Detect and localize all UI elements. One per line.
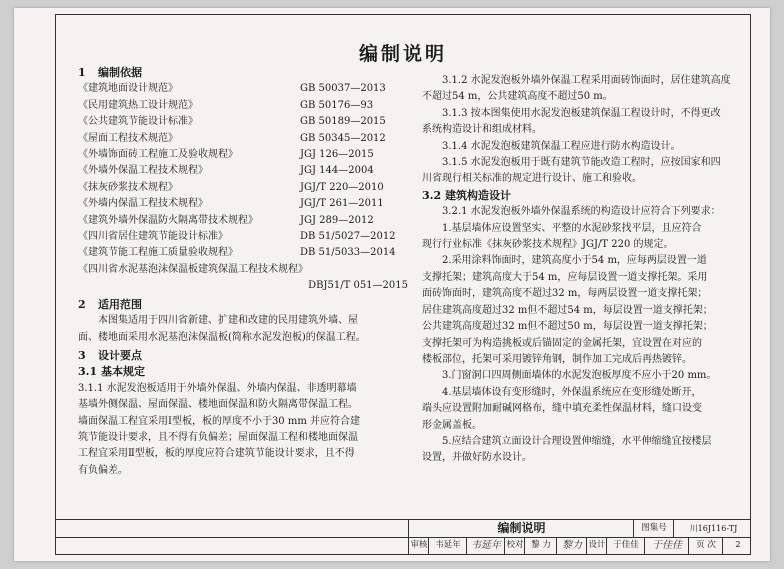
standard-name: 《建筑地面设计规范》	[78, 83, 178, 95]
clause-3-1-3	[422, 106, 738, 139]
document-title: 编制说明	[408, 520, 634, 537]
standard-row	[78, 213, 414, 229]
subsection-3-2-heading: 3.2 建筑构造设计	[422, 188, 511, 202]
standards-list	[78, 81, 414, 294]
standard-row	[78, 229, 414, 245]
review-label: 审核	[408, 537, 429, 554]
text-line: 支撑托架可为构造挑板或后锚固定的金属托架，宜设置在对应的	[422, 337, 702, 349]
standard-code: JGJ/T 220—2010	[300, 181, 384, 193]
standard-name: 《四川省居住建筑节能设计标准》	[78, 231, 228, 243]
text-line: 3.1.5 水泥发泡板用于既有建筑节能改造工程时，应按国家和四	[442, 157, 721, 169]
standard-name: 《建筑节能工程施工质量验收规程》	[78, 247, 238, 259]
page-label: 页 次	[688, 537, 723, 554]
standard-row	[78, 131, 414, 147]
page-title: 编制说明	[358, 43, 447, 65]
reviewer-signature: 韦延年	[466, 537, 505, 554]
page-number: 2	[722, 537, 753, 554]
standard-row	[78, 180, 414, 196]
standard-name: 《外墙饰面砖工程施工及验收规程》	[78, 149, 238, 161]
standard-row	[78, 81, 414, 97]
section-title: 适用范围	[98, 297, 142, 311]
text-line: 形金属盖板。	[422, 419, 482, 431]
text-line: 面砖饰面时，建筑高度不超过32 m，每两层设置一道支撑托架；	[422, 288, 708, 300]
text-line: 3.1.1 水泥发泡板适用于外墙外保温、外墙内保温、非透明幕墙	[78, 382, 357, 394]
text-line: 不超过54 m，公共建筑高度不超过50 m。	[422, 91, 613, 103]
atlas-number-label: 图集号	[633, 520, 674, 537]
standard-name: 《公共建筑节能设计标准》	[78, 116, 198, 128]
text-line: 本图集适用于四川省新建、扩建和改建的民用建筑外墙、屋	[98, 315, 358, 327]
clause-item-5	[422, 434, 738, 467]
clause-3-2-1	[422, 204, 738, 220]
standard-name: 《外墙外保温工程技术规程》	[78, 165, 208, 177]
scope-paragraph	[78, 313, 414, 346]
standard-code: DB 51/5033—2014	[300, 247, 396, 259]
title-block	[56, 519, 750, 554]
drawing-frame	[55, 14, 751, 555]
standard-name: 《外墙内保温工程技术规程》	[78, 198, 208, 210]
text-line: 基墙外侧保温、屋面保温、楼地面保温和防火隔离带保温工程。	[78, 399, 358, 411]
checker-signature: 黎力	[556, 537, 587, 554]
standard-code: GB 50037—2013	[300, 83, 386, 95]
text-line: 3.1.2 水泥发泡板外墙外保温工程采用面砖饰面时，居住建筑高度	[442, 75, 731, 86]
standard-name: 《屋面工程技术规范》	[78, 132, 178, 144]
standard-code: JGJ 289—2012	[300, 214, 374, 226]
clause-item-1	[422, 221, 738, 254]
standard-row	[78, 163, 414, 179]
standard-name: 《四川省水泥基泡沫保温板建筑保温工程技术规程》	[78, 263, 308, 275]
text-line: 现行行业标准《抹灰砂浆技术规程》JGJ/T 220 的规定。	[422, 239, 674, 251]
clause-3-1-1	[78, 381, 414, 479]
text-line: 4.基层墙体设有变形缝时，外保温系统应在变形缝处断开，	[442, 386, 702, 398]
standard-name: 《建筑外墙外保温防火隔离带技术规程》	[78, 214, 258, 226]
text-line: 有负偏差。	[78, 464, 128, 476]
section-1-heading	[78, 65, 414, 81]
clause-item-3	[422, 368, 738, 384]
text-line: 面、楼地面采用水泥基泡沫保温板(简称水泥发泡板)的保温工程。	[78, 331, 366, 343]
text-line: 系统构造设计和组成材料。	[422, 124, 542, 136]
designer-name: 于佳佳	[606, 537, 645, 554]
clause-item-2	[422, 253, 738, 368]
text-line: 3.门窗洞口四周侧面墙体的水泥发泡板厚度不应小于20 mm。	[442, 370, 717, 382]
standard-row	[78, 245, 414, 261]
designer-signature: 于佳佳	[644, 537, 689, 554]
check-label: 校对	[504, 537, 525, 554]
title-block-row-top	[56, 520, 750, 538]
section-number: 2	[78, 297, 86, 311]
section-title: 编制依据	[98, 66, 142, 79]
clause-3-1-2	[422, 73, 738, 106]
standard-name: 《抹灰砂浆技术规程》	[78, 181, 178, 193]
left-column	[78, 63, 414, 479]
standard-code: DB 51/5027—2012	[300, 231, 396, 243]
text-line: 端头应设置附加耐碱网格布，缝中填充柔性保温材料，缝口设变	[422, 403, 702, 415]
standard-row	[78, 98, 414, 114]
standard-code: JGJ/T 261—2011	[300, 198, 384, 210]
standard-row-code	[78, 278, 414, 294]
section-3-heading	[78, 348, 414, 364]
section-2-heading	[78, 297, 414, 313]
drawing-sheet	[14, 8, 770, 561]
standard-row	[78, 147, 414, 163]
text-line: 墙面保温工程宜采用Ⅰ型板，板的厚度不小于30 mm 并应符合建	[78, 415, 360, 427]
text-line: 支撑托架；建筑高度大于54 m，应每层设置一道支撑托架。采用	[422, 271, 708, 283]
section-title: 设计要点	[98, 348, 142, 362]
atlas-number-value: 川16J116-TJ	[673, 520, 753, 537]
standard-row-long	[78, 262, 414, 278]
title-block-row-bottom	[56, 537, 750, 554]
standard-row	[78, 114, 414, 130]
text-line: 楼板部位，托架可采用镀锌角钢，制作加工完成后再热镀锌。	[422, 353, 692, 365]
standard-code: DBJ51/T 051—2015	[308, 280, 408, 292]
text-line: 3.1.3 按本图集使用水泥发泡板建筑保温工程设计时，不得更改	[442, 107, 721, 119]
standard-row	[78, 196, 414, 212]
text-line: 筑节能设计要求，且不得有负偏差；屋面保温工程和楼地面保温	[78, 431, 358, 443]
section-number: 3	[78, 348, 86, 362]
text-line: 工程宜采用Ⅱ型板，板的厚度应符合建筑节能设计要求，且不得	[78, 448, 355, 460]
clause-3-1-4	[422, 139, 738, 155]
text-line: 川省现行相关标准的规定进行设计、施工和验收。	[422, 173, 642, 185]
standard-code: GB 50176—93	[300, 99, 374, 111]
text-line: 公共建筑高度超过32 m但不超过50 m，每层设置一道支撑托架；	[422, 321, 713, 333]
text-line: 1.基层墙体应设置坚实、平整的水泥砂浆找平层，且应符合	[442, 222, 702, 234]
reviewer-name: 韦延年	[428, 537, 467, 554]
text-line: 5.应结合建筑立面设计合理设置伸缩缝，水平伸缩缝宜按楼层	[442, 435, 712, 447]
text-line: 3.2.1 水泥发泡板外墙外保温系统的构造设计应符合下列要求：	[442, 206, 721, 218]
clause-3-1-5	[422, 155, 738, 188]
clause-item-4	[422, 385, 738, 434]
text-line: 居住建筑高度超过32 m但不超过54 m，每层设置一道支撑托架；	[422, 304, 713, 316]
standard-code: GB 50345—2012	[300, 132, 386, 144]
text-line: 设置，并做好防水设计。	[422, 452, 532, 464]
design-label: 设计	[586, 537, 607, 554]
standard-code: JGJ 126—2015	[300, 149, 374, 161]
text-line: 2.采用涂料饰面时，建筑高度小于54 m，应每两层设置一道	[442, 255, 707, 267]
section-number: 1	[78, 66, 86, 79]
standard-code: JGJ 144—2004	[300, 165, 374, 177]
right-column	[422, 73, 738, 467]
standard-name: 《民用建筑热工设计规范》	[78, 99, 198, 111]
standard-code: GB 50189—2015	[300, 116, 386, 128]
text-line: 3.1.4 水泥发泡板建筑保温工程应进行防水构造设计。	[442, 140, 681, 152]
checker-name: 黎 力	[524, 537, 557, 554]
subsection-3-1-heading: 3.1 基本规定	[78, 365, 145, 379]
